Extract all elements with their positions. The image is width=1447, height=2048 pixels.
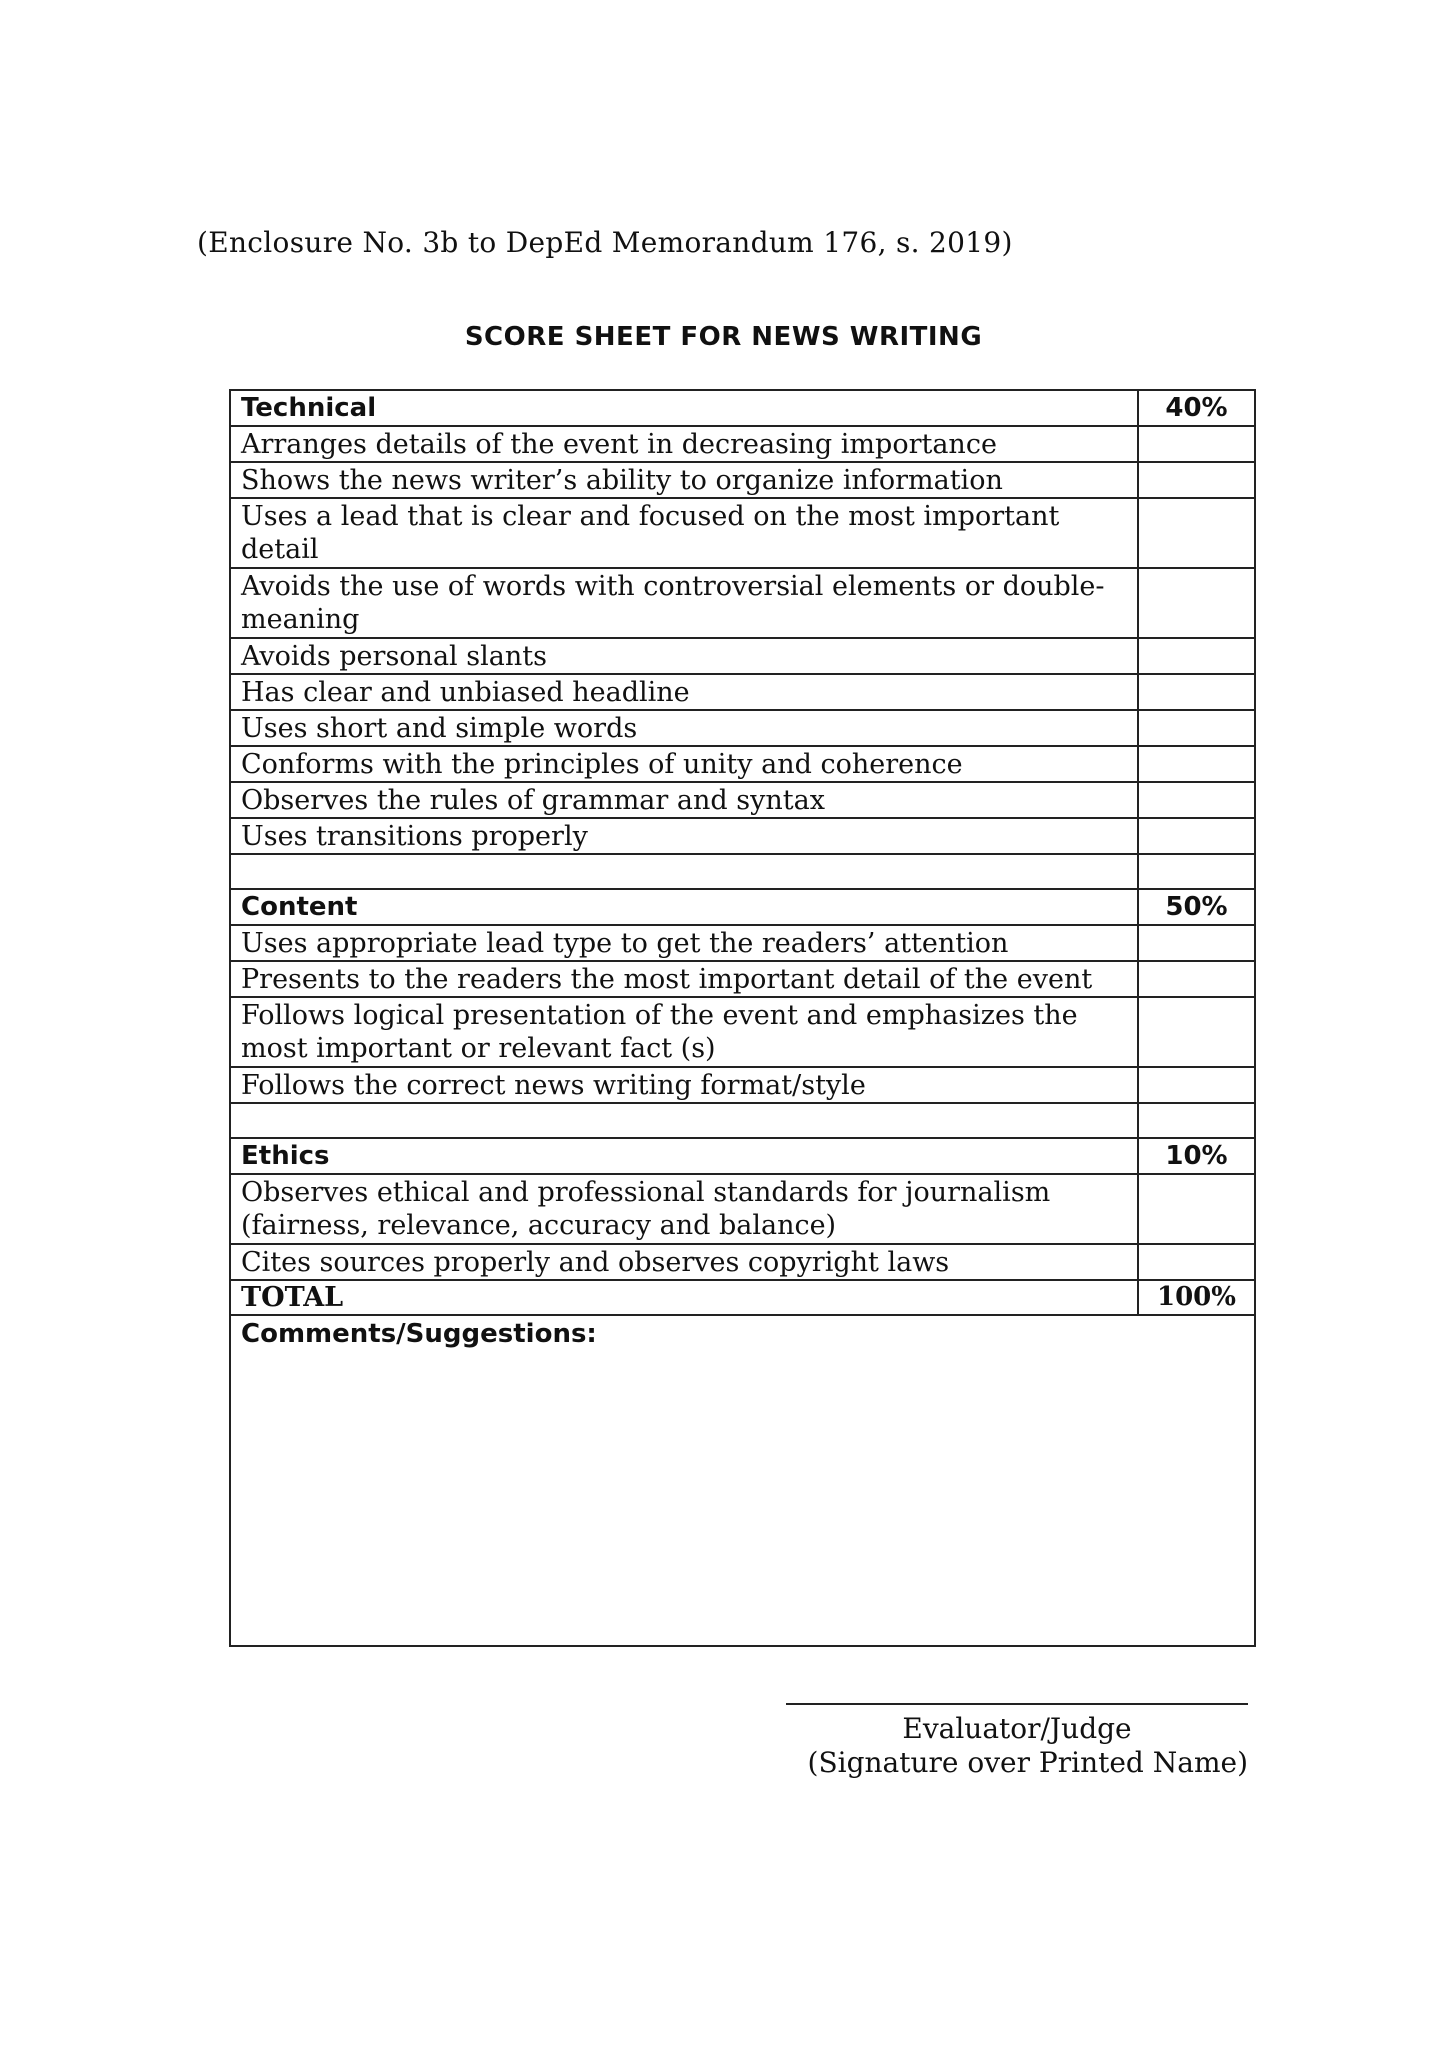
- spacer-cell: [1138, 1103, 1255, 1138]
- evaluator-role: Evaluator/Judge: [902, 1712, 1132, 1745]
- spacer-cell: [230, 854, 1138, 889]
- criterion-row: [230, 782, 1255, 818]
- criterion-label: Observes ethical and professional standards for journalism (fairness, relevance, accuracy and balance): [230, 1174, 1138, 1244]
- score-input-cell[interactable]: [1138, 710, 1255, 746]
- score-input-cell[interactable]: [1138, 782, 1255, 818]
- criterion-row: [230, 462, 1255, 498]
- score-input-cell[interactable]: [1138, 462, 1255, 498]
- score-table: [229, 389, 1256, 1647]
- score-input-cell[interactable]: [1138, 498, 1255, 568]
- score-input-cell[interactable]: [1138, 1174, 1255, 1244]
- score-input-cell[interactable]: [1138, 674, 1255, 710]
- spacer-row: [230, 1103, 1255, 1138]
- total-percent: 100%: [1138, 1280, 1255, 1315]
- criterion-label: Shows the news writer’s ability to organize information: [230, 462, 1138, 498]
- criterion-label: Uses transitions properly: [230, 818, 1138, 854]
- criterion-row: [230, 498, 1255, 568]
- score-input-cell[interactable]: [1138, 568, 1255, 638]
- section-label: Content: [230, 889, 1138, 925]
- signature-note: (Signature over Printed Name): [807, 1746, 1248, 1779]
- criterion-label: Uses a lead that is clear and focused on the most important detail: [230, 498, 1138, 568]
- section-label: Technical: [230, 390, 1138, 426]
- comments-row: [230, 1315, 1255, 1646]
- total-label: TOTAL: [230, 1280, 1138, 1315]
- criterion-row: [230, 568, 1255, 638]
- criterion-row: [230, 674, 1255, 710]
- section-percent: 50%: [1138, 889, 1255, 925]
- comments-label: Comments/Suggestions:: [241, 1319, 597, 1349]
- criterion-label: Uses short and simple words: [230, 710, 1138, 746]
- enclosure-reference: (Enclosure No. 3b to DepEd Memorandum 176, s. 2019): [197, 226, 1013, 259]
- criterion-label: Has clear and unbiased headline: [230, 674, 1138, 710]
- criterion-label: Follows the correct news writing format/style: [230, 1067, 1138, 1103]
- section-row-content: [230, 889, 1255, 925]
- criterion-label: Uses appropriate lead type to get the readers’ attention: [230, 925, 1138, 961]
- score-input-cell[interactable]: [1138, 426, 1255, 462]
- criterion-label: Avoids the use of words with controversial elements or double-meaning: [230, 568, 1138, 638]
- criterion-label: Arranges details of the event in decreasing importance: [230, 426, 1138, 462]
- score-input-cell[interactable]: [1138, 997, 1255, 1067]
- total-row: [230, 1280, 1255, 1315]
- criterion-row: [230, 818, 1255, 854]
- criterion-label: Cites sources properly and observes copyright laws: [230, 1244, 1138, 1280]
- page-title: SCORE SHEET FOR NEWS WRITING: [464, 322, 983, 352]
- spacer-cell: [1138, 854, 1255, 889]
- section-label: Ethics: [230, 1138, 1138, 1174]
- criterion-row: [230, 638, 1255, 674]
- score-input-cell[interactable]: [1138, 925, 1255, 961]
- criterion-label: Observes the rules of grammar and syntax: [230, 782, 1138, 818]
- score-input-cell[interactable]: [1138, 746, 1255, 782]
- spacer-cell: [230, 1103, 1138, 1138]
- criterion-row: [230, 746, 1255, 782]
- score-input-cell[interactable]: [1138, 818, 1255, 854]
- score-input-cell[interactable]: [1138, 961, 1255, 997]
- criterion-row: [230, 961, 1255, 997]
- criterion-label: Conforms with the principles of unity and coherence: [230, 746, 1138, 782]
- criterion-label: Follows logical presentation of the event and emphasizes the most important or relevant fact (s): [230, 997, 1138, 1067]
- section-row-technical: [230, 390, 1255, 426]
- spacer-row: [230, 854, 1255, 889]
- criterion-row: [230, 1067, 1255, 1103]
- signature-line: [786, 1703, 1248, 1705]
- score-input-cell[interactable]: [1138, 638, 1255, 674]
- score-input-cell[interactable]: [1138, 1244, 1255, 1280]
- criterion-label: Presents to the readers the most important detail of the event: [230, 961, 1138, 997]
- criterion-row: [230, 1244, 1255, 1280]
- criterion-row: [230, 710, 1255, 746]
- criterion-row: [230, 426, 1255, 462]
- section-percent: 10%: [1138, 1138, 1255, 1174]
- score-input-cell[interactable]: [1138, 1067, 1255, 1103]
- comments-box[interactable]: [230, 1315, 1255, 1646]
- section-row-ethics: [230, 1138, 1255, 1174]
- section-percent: 40%: [1138, 390, 1255, 426]
- criterion-row: [230, 1174, 1255, 1244]
- criterion-row: [230, 925, 1255, 961]
- criterion-label: Avoids personal slants: [230, 638, 1138, 674]
- criterion-row: [230, 997, 1255, 1067]
